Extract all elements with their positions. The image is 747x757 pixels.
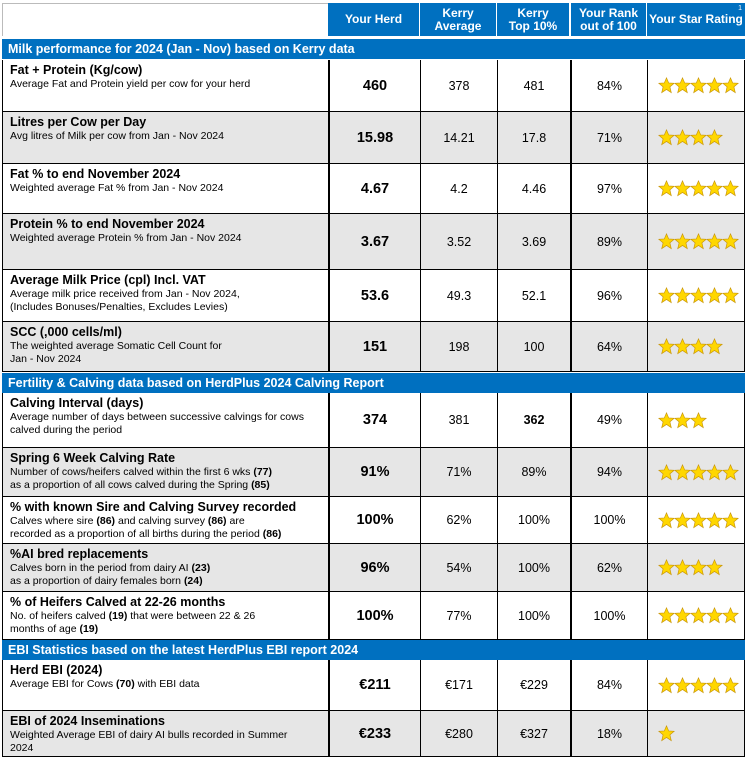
description-count: (85) <box>251 478 270 491</box>
metric-title: % with known Sire and Calving Survey recorded <box>10 500 297 514</box>
your-herd-value: €233 <box>328 711 420 757</box>
metric-label-cell <box>2 60 328 112</box>
table-row <box>2 592 745 640</box>
star-rating <box>647 711 745 757</box>
description-count: (86) <box>262 527 282 540</box>
star-icon <box>722 464 739 481</box>
table-row <box>2 393 745 448</box>
kerry-top-value: 362 <box>497 393 570 448</box>
description-text: Calves where sire <box>10 515 97 527</box>
kerry-top-value: 481 <box>497 60 570 112</box>
metric-label-cell <box>2 448 328 497</box>
star-icon <box>690 129 707 146</box>
description-line <box>10 562 320 575</box>
header-footnote-marker: 1 <box>738 5 742 12</box>
metric-title: Calving Interval (days) <box>10 396 144 410</box>
description-line: Jan - Nov 2024 <box>10 352 82 365</box>
metric-description <box>10 729 320 754</box>
description-line: Average Fat and Protein yield per cow for your herd <box>10 78 251 90</box>
table-row <box>2 270 745 322</box>
description-text: and calving survey <box>115 515 208 527</box>
description-text: as a proportion of dairy females born <box>10 574 184 587</box>
table-row <box>2 164 745 214</box>
table-row <box>2 448 745 497</box>
metric-title: Protein % to end November 2024 <box>10 217 205 231</box>
description-text: as a proportion of all cows calved during the Spring <box>10 478 252 491</box>
your-herd-value: 53.6 <box>328 270 420 322</box>
star-icon <box>690 233 707 250</box>
kerry-top-value: 100% <box>497 592 570 640</box>
your-herd-value: 4.67 <box>328 164 420 214</box>
description-line: The weighted average Somatic Cell Count for <box>10 340 222 352</box>
description-line: (Includes Bonuses/Penalties, Excludes Levies) <box>10 300 228 313</box>
star-icon <box>674 512 691 529</box>
rank-value: 71% <box>570 112 647 164</box>
your-herd-value: 100% <box>328 592 420 640</box>
kerry-average-value: 381 <box>420 393 497 448</box>
description-line: Avg litres of Milk per cow from Jan - Nov 2024 <box>10 130 224 142</box>
header-blank-cell <box>2 3 328 36</box>
rank-value: 97% <box>570 164 647 214</box>
star-icon <box>722 677 739 694</box>
description-line <box>10 678 320 691</box>
star-icon <box>706 287 723 304</box>
metric-description <box>10 466 320 491</box>
star-icon <box>706 464 723 481</box>
your-herd-value: 460 <box>328 60 420 112</box>
description-text: Calves born in the period from dairy AI <box>10 562 192 574</box>
rank-value: 18% <box>570 711 647 757</box>
star-icon <box>690 464 707 481</box>
star-icon <box>706 233 723 250</box>
metric-title: Spring 6 Week Calving Rate <box>10 451 176 465</box>
header-kerry-top: Kerry Top 10% <box>497 3 569 36</box>
metric-description <box>10 340 320 365</box>
star-icon <box>706 77 723 94</box>
description-count: (19) <box>108 610 128 622</box>
metric-description <box>10 130 320 143</box>
star-icon <box>706 677 723 694</box>
your-herd-value: 100% <box>328 497 420 544</box>
metric-label-cell <box>2 592 328 640</box>
kerry-top-value: €229 <box>497 660 570 711</box>
star-icon <box>690 180 707 197</box>
table-row <box>2 497 745 544</box>
your-herd-value: 151 <box>328 322 420 372</box>
star-rating <box>647 497 745 544</box>
star-rating <box>647 660 745 711</box>
star-rating <box>647 60 745 112</box>
table-row <box>2 322 745 372</box>
star-icon <box>674 412 691 429</box>
star-icon <box>674 338 691 355</box>
star-icon <box>690 77 707 94</box>
star-icon <box>674 180 691 197</box>
star-icon <box>658 77 675 94</box>
metric-description <box>10 678 320 691</box>
star-icon <box>690 512 707 529</box>
kerry-average-value: 3.52 <box>420 214 497 270</box>
metric-label-cell <box>2 270 328 322</box>
kerry-top-value: 4.46 <box>497 164 570 214</box>
kerry-top-value: €327 <box>497 711 570 757</box>
description-count: (70) <box>116 678 135 690</box>
header-star-rating: Your Star Rating 1 <box>647 3 745 36</box>
description-line: Weighted average Fat % from Jan - Nov 2024 <box>10 182 224 194</box>
star-icon <box>674 607 691 624</box>
kerry-average-value: €280 <box>420 711 497 757</box>
description-line <box>10 610 320 623</box>
description-text: months of age <box>10 622 80 635</box>
rank-value: 100% <box>570 592 647 640</box>
description-line <box>10 479 320 492</box>
description-text: are <box>226 515 245 527</box>
description-line <box>10 515 320 528</box>
star-icon <box>690 287 707 304</box>
kerry-average-value: 198 <box>420 322 497 372</box>
description-line <box>10 575 320 588</box>
description-line <box>10 466 320 479</box>
rank-value: 100% <box>570 497 647 544</box>
star-icon <box>690 559 707 576</box>
star-icon <box>658 725 675 742</box>
metric-description <box>10 411 320 436</box>
description-count: (86) <box>96 515 116 527</box>
star-rating <box>647 322 745 372</box>
table-row <box>2 711 745 757</box>
kerry-average-value: 49.3 <box>420 270 497 322</box>
rank-value: 96% <box>570 270 647 322</box>
metric-label-cell <box>2 497 328 544</box>
metric-title: Herd EBI (2024) <box>10 663 103 677</box>
star-icon <box>722 512 739 529</box>
metric-title: SCC (,000 cells/ml) <box>10 325 122 339</box>
star-icon <box>674 233 691 250</box>
kerry-average-value: 14.21 <box>420 112 497 164</box>
star-icon <box>674 129 691 146</box>
rank-value: 89% <box>570 214 647 270</box>
metric-label-cell <box>2 164 328 214</box>
description-count: (23) <box>191 562 211 574</box>
metric-label-cell <box>2 711 328 757</box>
kerry-top-value: 100 <box>497 322 570 372</box>
star-rating <box>647 214 745 270</box>
rank-value: 64% <box>570 322 647 372</box>
section-header: EBI Statistics based on the latest HerdPlus EBI report 2024 <box>2 640 745 660</box>
description-count: (77) <box>253 466 273 478</box>
metric-description <box>10 515 320 540</box>
star-icon <box>722 607 739 624</box>
star-rating <box>647 592 745 640</box>
your-herd-value: 15.98 <box>328 112 420 164</box>
header-kerry-average: Kerry Average <box>420 3 496 36</box>
rank-value: 94% <box>570 448 647 497</box>
star-rating <box>647 164 745 214</box>
metric-label-cell <box>2 214 328 270</box>
table-row <box>2 660 745 711</box>
description-text: recorded as a proportion of all births during the period <box>10 527 263 540</box>
kerry-average-value: 378 <box>420 60 497 112</box>
description-count: (86) <box>207 515 227 527</box>
star-icon <box>658 287 675 304</box>
star-icon <box>658 129 675 146</box>
star-icon <box>658 180 675 197</box>
metric-label-cell <box>2 393 328 448</box>
metric-description <box>10 610 320 635</box>
kerry-average-value: 62% <box>420 497 497 544</box>
description-text: with EBI data <box>134 678 200 690</box>
section-header: Fertility & Calving data based on HerdPlus 2024 Calving Report <box>2 373 745 393</box>
description-line: Average milk price received from Jan - Nov 2024, <box>10 288 240 300</box>
description-count: (19) <box>79 622 99 635</box>
table-row <box>2 112 745 164</box>
rank-value: 49% <box>570 393 647 448</box>
star-icon <box>674 677 691 694</box>
star-icon <box>706 559 723 576</box>
metric-title: Fat % to end November 2024 <box>10 167 181 181</box>
description-line: Weighted average Protein % from Jan - Nov 2024 <box>10 232 242 244</box>
rank-value: 84% <box>570 60 647 112</box>
star-rating <box>647 112 745 164</box>
section-header: Milk performance for 2024 (Jan - Nov) based on Kerry data <box>2 39 745 59</box>
star-icon <box>674 464 691 481</box>
metric-description <box>10 182 320 195</box>
star-icon <box>658 677 675 694</box>
kerry-average-value: 71% <box>420 448 497 497</box>
description-text: that were between 22 & 26 <box>127 610 256 622</box>
kerry-top-value: 100% <box>497 544 570 592</box>
kerry-top-value: 3.69 <box>497 214 570 270</box>
description-text: Number of cows/heifers calved within the first 6 wks <box>10 466 254 478</box>
description-count: (24) <box>183 574 203 587</box>
kerry-top-value: 100% <box>497 497 570 544</box>
star-icon <box>658 559 675 576</box>
metric-title: %AI bred replacements <box>10 547 149 561</box>
kerry-top-value: 52.1 <box>497 270 570 322</box>
metric-label-cell <box>2 660 328 711</box>
header-your-herd: Your Herd <box>328 3 419 36</box>
rank-value: 84% <box>570 660 647 711</box>
kerry-average-value: 4.2 <box>420 164 497 214</box>
metric-title: Litres per Cow per Day <box>10 115 147 129</box>
star-icon <box>690 338 707 355</box>
star-icon <box>722 287 739 304</box>
description-line: calved during the period <box>10 423 123 436</box>
star-icon <box>706 180 723 197</box>
star-icon <box>674 77 691 94</box>
your-herd-value: 374 <box>328 393 420 448</box>
star-icon <box>658 233 675 250</box>
description-line: 2024 <box>10 741 34 754</box>
metric-label-cell <box>2 112 328 164</box>
kerry-average-value: €171 <box>420 660 497 711</box>
metric-title: EBI of 2024 Inseminations <box>10 714 165 728</box>
description-line <box>10 623 320 636</box>
metric-label-cell <box>2 544 328 592</box>
metric-description <box>10 78 320 91</box>
star-icon <box>674 559 691 576</box>
star-icon <box>690 412 707 429</box>
kerry-top-value: 17.8 <box>497 112 570 164</box>
star-icon <box>658 412 675 429</box>
star-icon <box>674 287 691 304</box>
description-line <box>10 528 320 541</box>
metric-description <box>10 232 320 245</box>
star-icon <box>706 129 723 146</box>
description-text: Average EBI for Cows <box>10 678 117 690</box>
star-rating <box>647 448 745 497</box>
metric-description <box>10 562 320 587</box>
header-rank: Your Rank out of 100 <box>571 3 646 36</box>
star-icon <box>722 180 739 197</box>
your-herd-value: 96% <box>328 544 420 592</box>
your-herd-value: €211 <box>328 660 420 711</box>
kerry-average-value: 77% <box>420 592 497 640</box>
metric-title: Fat + Protein (Kg/cow) <box>10 63 143 77</box>
metric-description <box>10 288 320 313</box>
rank-value: 62% <box>570 544 647 592</box>
star-icon <box>690 677 707 694</box>
star-icon <box>706 607 723 624</box>
description-line: Average number of days between successive calvings for cows <box>10 411 304 423</box>
kerry-top-value: 89% <box>497 448 570 497</box>
your-herd-value: 3.67 <box>328 214 420 270</box>
star-icon <box>658 607 675 624</box>
table-row <box>2 214 745 270</box>
star-icon <box>658 464 675 481</box>
table-row <box>2 544 745 592</box>
star-icon <box>658 338 675 355</box>
star-icon <box>658 512 675 529</box>
kerry-average-value: 54% <box>420 544 497 592</box>
star-rating <box>647 393 745 448</box>
star-rating <box>647 544 745 592</box>
metric-title: % of Heifers Calved at 22-26 months <box>10 595 226 609</box>
description-text: No. of heifers calved <box>10 610 109 622</box>
metric-label-cell <box>2 322 328 372</box>
star-rating <box>647 270 745 322</box>
star-icon <box>722 77 739 94</box>
star-icon <box>722 233 739 250</box>
description-line: Weighted Average EBI of dairy AI bulls recorded in Summer <box>10 729 288 741</box>
star-icon <box>690 607 707 624</box>
metric-title: Average Milk Price (cpl) Incl. VAT <box>10 273 206 287</box>
your-herd-value: 91% <box>328 448 420 497</box>
table-row <box>2 60 745 112</box>
star-icon <box>706 512 723 529</box>
star-icon <box>706 338 723 355</box>
